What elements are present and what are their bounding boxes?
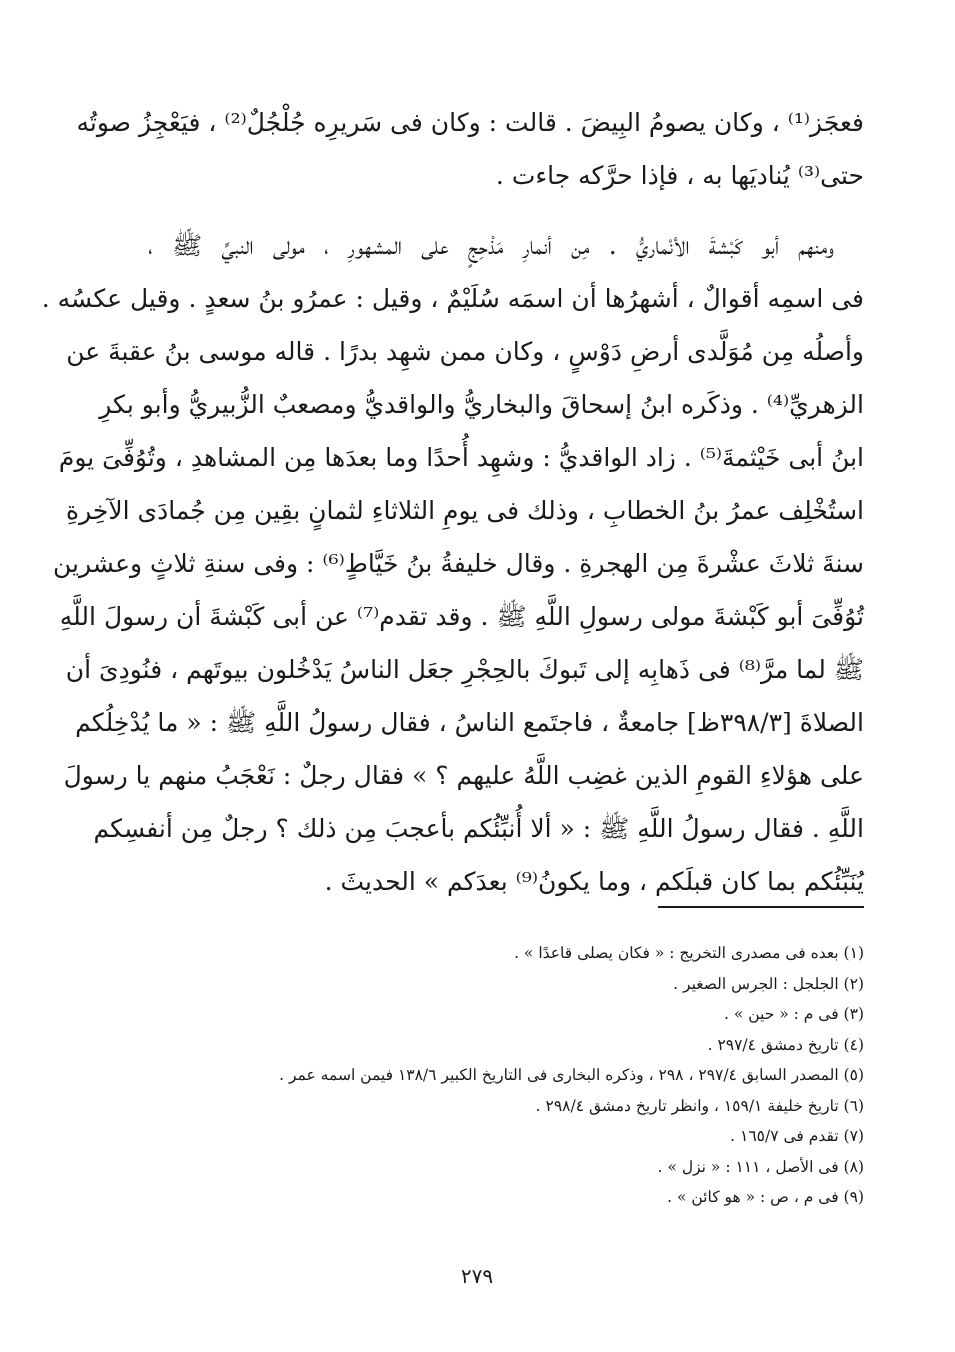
main-text xyxy=(41,96,864,908)
footnote: (١) بعده فى مصدرى التخريج : « فكان يصلى قاعدًا » . xyxy=(514,944,864,962)
text-line: وأصلُه مِن مُوَلَّدى أرضِ دَوْسٍ ، وكان ممن شهِد بدرًا . قاله موسى بنُ عقبةَ عن xyxy=(66,337,864,366)
footnote: (٨) فى الأصل ، ١١١ : « نزل » . xyxy=(657,1157,864,1176)
page-number: ٢٧٩ xyxy=(460,1264,494,1288)
text-line: تُوُفِّىَ أبو كَبْشةَ مولى رسولِ اللَّهِ ﷺ . وقد تقدم⁽⁷⁾ عن أبى كَبْشةَ أن رسولَ اللَّهِ xyxy=(59,602,864,631)
text-line: فعجَز⁽¹⁾ ، وكان يصومُ البِيضَ . قالت : وكان فى سَريرِه جُلْجُلٌ⁽²⁾ ، فيَعْجِزُ صوتُه xyxy=(76,108,864,137)
text-line: على هؤلاءِ القومِ الذين غضِب اللَّهُ عليهم ؟ » فقال رجلٌ : نَعْجَبُ منهم يا رسولَ xyxy=(63,761,864,790)
paragraph-gap xyxy=(148,202,864,219)
text-line: سنةَ ثلاثَ عشْرةَ مِن الهجرةِ . وقال خليفةُ بنُ خَيَّاطٍ⁽⁶⁾ : وفى سنةِ ثلاثٍ وعشرين xyxy=(53,549,864,578)
footnote: (٩) فى م ، ص : « هو كائن » . xyxy=(667,1188,864,1206)
text-line: ﷺ لما مرَّ⁽⁸⁾ فى ذَهابِه إلى تَبوكَ بالحِجْرِ جعَل الناسُ يَدْخُلون بيوتَهم ، فنُودِىَ أن xyxy=(65,655,864,684)
text-line: الزهريِّ⁽⁴⁾ . وذكَره ابنُ إسحاقَ والبخاريُّ والواقديُّ ومصعبٌ الزُّبيريُّ وأبو بكرِ xyxy=(99,390,864,419)
footnote: (٣) فى م : « حين » . xyxy=(723,1005,864,1023)
text-line: فى اسمِه أقوالٌ ، أشهرُها أن اسمَه سُلَيْمٌ ، وقيل : عمرُو بنُ سعدٍ . وقيل عكسُه . xyxy=(41,284,864,313)
text-line: ومنهم أبو كَبْشةَ الأنْماريُّ . مِن أنمارِ مَذْحِجٍ على المشهورِ ، مولى النبيِّ ﷺ ، xyxy=(148,231,834,260)
footnote-separator xyxy=(658,906,864,908)
text-line: الصلاةَ [٣٩٨/٣ظ] جامعةٌ ، فاجتَمع الناسُ ، فقال رسولُ اللَّهِ ﷺ : « ما يُدْخِلُكم xyxy=(75,708,864,737)
text-line: يُنَبِّئُكم بما كان قبلَكم ، وما يكونُ⁽⁹⁾ بعدَكم » الحديثَ . xyxy=(324,867,864,896)
footnote: (٢) الجلجل : الجرس الصغير . xyxy=(673,974,864,993)
footnote: (٧) تقدم فى ١٦٥/٧ . xyxy=(730,1127,864,1145)
text-line: اللَّهِ . فقال رسولُ اللَّهِ ﷺ : « ألا أُنبِّئُكم بأعجبَ مِن ذلك ؟ رجلٌ مِن أنفسِكم xyxy=(93,814,864,843)
footnote: (٤) تاريخ دمشق ٢٩٧/٤ . xyxy=(707,1035,864,1054)
text-line: حتى⁽³⁾ يُناديَها به ، فإذا حرَّكه جاءت . xyxy=(495,161,864,190)
footnote: (٥) المصدر السابق ٢٩٧/٤ ، ٢٩٨ ، وذكره البخارى فى التاريخ الكبير ١٣٨/٦ فيمن اسمه عمر . xyxy=(279,1066,864,1084)
footnote: (٦) تاريخ خليفة ١٥٩/١ ، وانظر تاريخ دمشق ٢٩٨/٤ . xyxy=(535,1096,864,1115)
text-line: ابنُ أبى خَيْثمةَ⁽⁵⁾ . زاد الواقديُّ : وشهِد أُحدًا وما بعدَها مِن المشاهدِ ، وتُوُفِّىَ يومَ xyxy=(58,443,864,472)
text-line: استُخْلِف عمرُ بنُ الخطابِ ، وذلك فى يومِ الثلاثاءِ لثمانٍ بقِين مِن جُمادَى الآخِرةِ xyxy=(66,496,864,525)
footnotes xyxy=(148,938,864,1213)
